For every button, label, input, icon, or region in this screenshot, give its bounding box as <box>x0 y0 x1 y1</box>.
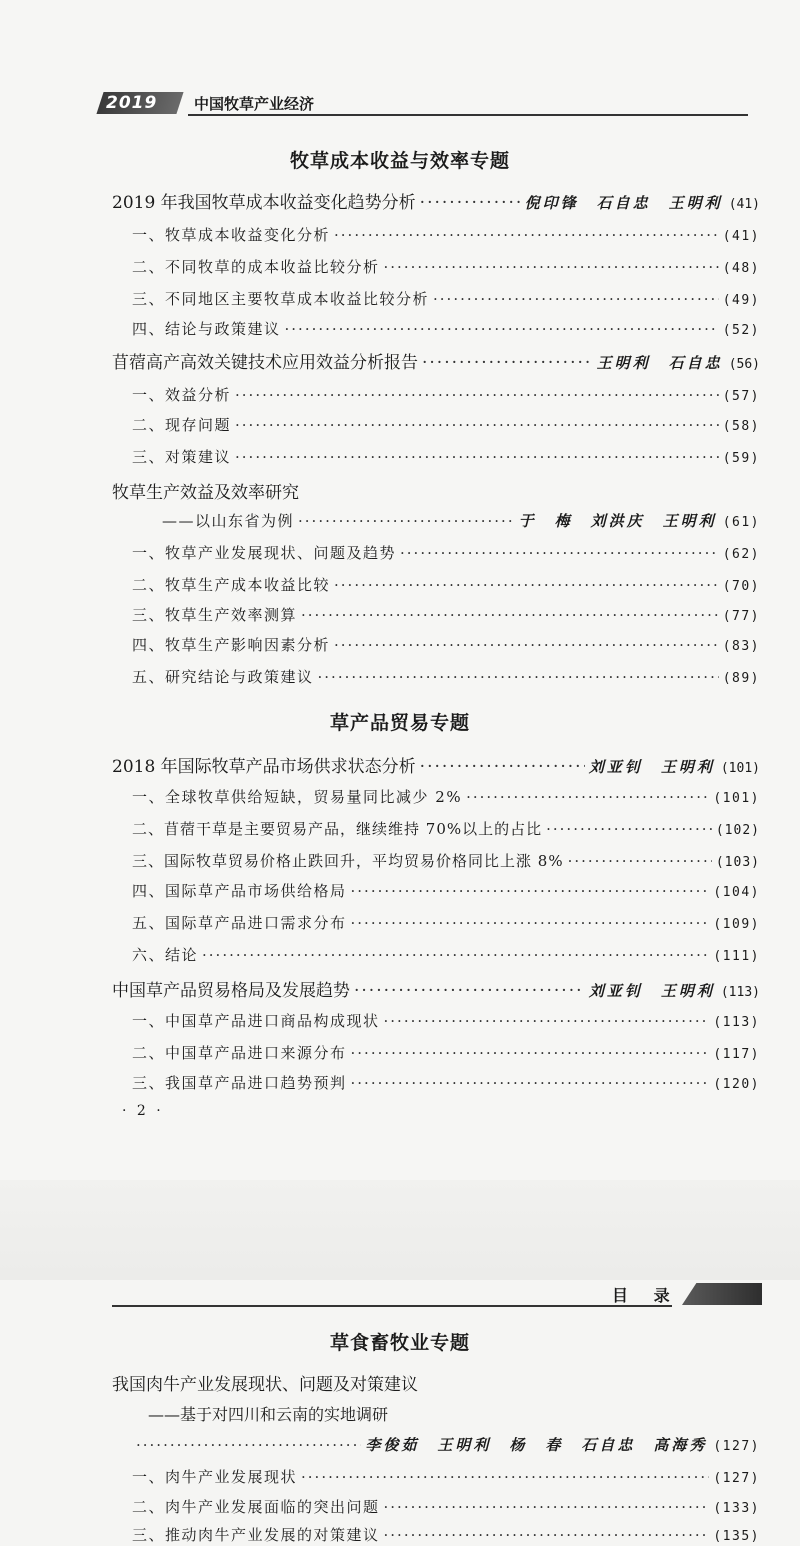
toc-entry[interactable]: 二、苜蓿干草是主要贸易产品，继续维持 70%以上的占比 ····· (102) <box>132 818 760 839</box>
running-header-toc <box>112 1283 762 1309</box>
toc-entry[interactable]: 三、对策建议 ····· (59) <box>132 446 760 467</box>
toc-entry[interactable]: 2018 年国际牧草产品市场供求状态分析 ····· 刘亚钊 王明利 (101) <box>112 752 760 777</box>
toc-entry[interactable]: 三、不同地区主要牧草成本收益比较分析 ····· (49) <box>132 288 760 309</box>
page-number: · 2 · <box>122 1103 164 1119</box>
toc-entry[interactable]: 三、我国草产品进口趋势预判 ····· (120) <box>132 1072 760 1093</box>
toc-entry[interactable]: ——以山东省为例 ····· 于 梅 刘洪庆 王明利 (61) <box>162 510 760 531</box>
toc-entry[interactable]: 五、国际草产品进口需求分布 ····· (109) <box>132 912 760 933</box>
section-title: 牧草成本收益与效率专题 <box>289 150 510 172</box>
toc-entry[interactable]: 六、结论 ····· (111) <box>132 944 760 965</box>
toc-entry[interactable]: 苜蓿高产高效关键技术应用效益分析报告 ····· 王明利 石自忠 (56) <box>112 348 760 373</box>
toc-entry[interactable]: 四、国际草产品市场供给格局 ····· (104) <box>132 880 760 901</box>
toc-entry[interactable]: 中国草产品贸易格局及发展趋势 ····· 刘亚钊 王明利 (113) <box>112 976 760 1001</box>
toc-entry[interactable]: 一、牧草产业发展现状、问题及趋势 ····· (62) <box>132 542 760 563</box>
toc-entry[interactable]: ····· 李俊茹 王明利 杨 春 石自忠 高海秀 (127) <box>132 1434 760 1455</box>
toc-entry[interactable]: 二、肉牛产业发展面临的突出问题 ····· (133) <box>132 1496 760 1517</box>
running-header <box>100 92 750 118</box>
toc-entry[interactable]: 一、效益分析 ····· (57) <box>132 384 760 405</box>
header-rule <box>112 1305 672 1307</box>
toc-entry[interactable]: 三、推动肉牛产业发展的对策建议 ····· (135) <box>132 1524 760 1545</box>
toc-article-title[interactable]: 我国肉牛产业发展现状、问题及对策建议 <box>112 1375 418 1395</box>
toc-entry[interactable]: 三、牧草生产效率测算 ····· (77) <box>132 604 760 625</box>
toc-entry[interactable]: 四、牧草生产影响因素分析 ····· (83) <box>132 634 760 655</box>
header-title: 中国牧草产业经济 <box>194 95 315 113</box>
toc-entry[interactable]: 二、牧草生产成本收益比较 ····· (70) <box>132 574 760 595</box>
toc-entry[interactable]: 2019 年我国牧草成本收益变化趋势分析 ····· 倪印锋 石自忠 王明利 (41) <box>112 188 760 213</box>
toc-entry[interactable]: 二、现存问题 ····· (58) <box>132 414 760 435</box>
header-rule <box>188 114 748 116</box>
header-year: 2019 <box>106 93 158 113</box>
toc-entry[interactable]: 三、国际牧草贸易价格止跌回升，平均贸易价格同比上涨 8% ····· (103) <box>132 850 760 871</box>
toc-entry[interactable]: 一、肉牛产业发展现状 ····· (127) <box>132 1466 760 1487</box>
toc-article-title[interactable]: 牧草生产效益及效率研究 <box>112 483 299 503</box>
toc-entry[interactable]: 一、牧草成本收益变化分析 ····· (41) <box>132 224 760 245</box>
toc-entry[interactable]: 二、不同牧草的成本收益比较分析 ····· (48) <box>132 256 760 277</box>
section-title: 草食畜牧业专题 <box>329 1332 470 1354</box>
page-gap <box>0 1180 800 1280</box>
header-tab <box>682 1283 762 1305</box>
toc-entry[interactable]: 五、研究结论与政策建议 ····· (89) <box>132 666 760 687</box>
toc-entry[interactable]: 四、结论与政策建议 ····· (52) <box>132 318 760 339</box>
toc-article-subtitle: ——基于对四川和云南的实地调研 <box>148 1405 389 1424</box>
section-title: 草产品贸易专题 <box>329 712 470 734</box>
header-title: 目 录 <box>612 1286 680 1305</box>
toc-entry[interactable]: 一、全球牧草供给短缺，贸易量同比减少 2% ····· (101) <box>132 786 760 807</box>
toc-entry[interactable]: 一、中国草产品进口商品构成现状 ····· (113) <box>132 1010 760 1031</box>
toc-entry[interactable]: 二、中国草产品进口来源分布 ····· (117) <box>132 1042 760 1063</box>
